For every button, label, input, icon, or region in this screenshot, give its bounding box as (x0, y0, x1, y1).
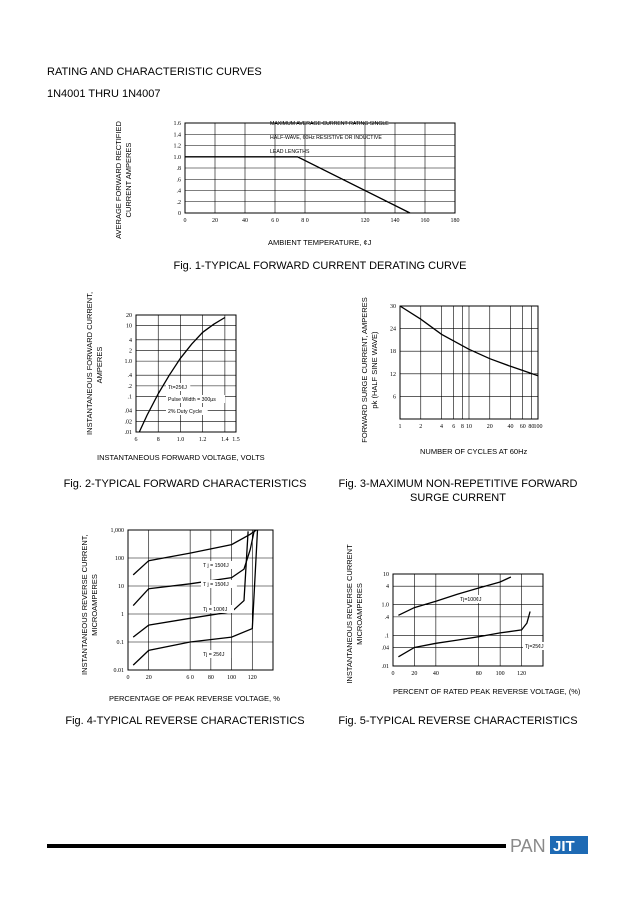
fig3-xtick-label: 2 (419, 424, 423, 430)
fig5-xtick-label: 40 (432, 671, 439, 677)
fig5-ytick-label: 4 (386, 584, 389, 591)
fig4-xtick-label: 6 0 (186, 675, 194, 681)
fig4-xtick-label: 100 (227, 675, 237, 681)
fig2-annotation: Pulse Width = 300µs (168, 397, 216, 403)
fig4-title: Fig. 4-TYPICAL REVERSE CHARACTERISTICS (65, 715, 305, 727)
fig5-xtick-label: 0 (391, 671, 395, 677)
fig1-ytick-label: .2 (176, 199, 181, 206)
fig3-xtick-label: 8 (460, 424, 464, 430)
fig4-annotation: Tj = 100¢J (203, 607, 228, 613)
fig2-ytick-label: .4 (127, 373, 132, 380)
fig1-title: Fig. 1-TYPICAL FORWARD CURRENT DERATING CURVE (173, 260, 467, 272)
fig5-annotation: Tj=25¢J (525, 644, 544, 650)
fig4-ytick-label: 1,000 (110, 528, 124, 534)
fig1-xtick-label: 20 (212, 218, 218, 224)
fig2-ylabel: INSTANTANEOUS FORWARD CURRENT, AMPERES (85, 291, 104, 435)
fig5-ytick-label: .4 (384, 614, 389, 621)
fig1-ytick-label: .4 (176, 188, 181, 195)
panjit-logo (510, 834, 590, 856)
fig4-series-3-line (133, 530, 257, 665)
fig1-xlabel: AMBIENT TEMPERATURE, ¢J (268, 238, 372, 247)
fig5-xtick-label: 120 (517, 671, 527, 677)
fig2-title: Fig. 2-TYPICAL FORWARD CHARACTERISTICS (63, 478, 307, 490)
fig3-xlabel: NUMBER OF CYCLES AT 60Hz (420, 447, 528, 456)
logo-pan: PAN (510, 836, 546, 856)
fig2-xtick-label: 1.4 (221, 437, 229, 443)
fig1-series-0-line (185, 157, 410, 213)
fig1-ytick-label: 1.0 (173, 154, 181, 161)
fig2-ytick-label: .2 (127, 383, 132, 390)
fig3-xtick-label: 10 (466, 424, 472, 430)
fig1-xtick-label: 6 0 (271, 218, 279, 224)
fig2-ytick-label: 10 (126, 323, 132, 330)
fig5-xtick-label: 100 (495, 671, 505, 677)
fig3-xtick-label: 80 (528, 424, 535, 430)
fig2-xtick-label: 6 (134, 437, 138, 443)
fig5-annotation: Tj=100¢J (460, 597, 482, 603)
fig1-annotation: LEAD LENGTHS (270, 149, 310, 155)
fig4-ylabel: INSTANTANEOUS REVERSE CURRENT, MICROAMPERES (80, 534, 99, 675)
fig5-ytick-label: .04 (381, 645, 389, 652)
fig4-ytick-label: 1 (121, 612, 124, 618)
fig1-ytick-label: .6 (176, 177, 181, 184)
fig3-xtick-label: 20 (486, 424, 493, 430)
fig4-xtick-label: 20 (145, 675, 152, 681)
fig4-ytick-label: 100 (115, 556, 124, 562)
fig1-xtick-label: 180 (450, 218, 460, 224)
fig2-ytick-label: 4 (129, 337, 132, 344)
logo-jit: JIT (553, 838, 575, 855)
fig3-xtick-label: 4 (440, 424, 444, 430)
fig3-title: Fig. 3-MAXIMUM NON-REPETITIVE FORWARD SURGE CURRENT (338, 478, 578, 504)
fig4-annotation: Tj = 25¢J (203, 652, 225, 658)
fig1-ytick-label: 0 (178, 211, 181, 217)
fig2-chart (108, 305, 248, 450)
fig1-ylabel: AVERAGE FORWARD RECTIFIED CURRENT AMPERES (114, 121, 133, 239)
fig2-xtick-label: 8 (156, 437, 160, 443)
fig3-ytick-label: 18 (390, 349, 396, 356)
page-title: RATING AND CHARACTERISTIC CURVES (47, 66, 262, 78)
fig4-annotation: T j = 150¢J (203, 563, 229, 569)
fig3-ytick-label: 6 (393, 394, 396, 401)
fig1-annotation: MAXIMUM AVERAGE CURRENT RATING SINGLE (270, 121, 389, 127)
fig5-xlabel: PERCENT OF RATED PEAK REVERSE VOLTAGE, (%) (393, 687, 581, 696)
fig4-ytick-label: 0.1 (116, 640, 124, 646)
fig2-annotation: 2% Duty Cycle (168, 409, 203, 415)
fig2-ytick-label: .04 (124, 408, 132, 415)
footer-rule (47, 844, 506, 848)
fig2-ytick-label: 1.0 (124, 359, 132, 366)
fig3-ytick-label: 12 (390, 371, 396, 378)
fig2-ytick-label: .1 (127, 394, 132, 401)
fig2-xtick-label: 1.5 (232, 437, 240, 443)
fig4-xtick-label: 80 (207, 675, 214, 681)
fig5-ytick-label: 1.0 (381, 602, 389, 609)
fig2-ytick-label: .01 (124, 430, 132, 436)
fig5-ytick-label: .01 (381, 664, 389, 670)
fig1-xtick-label: 120 (360, 218, 370, 224)
fig2-ytick-label: 2 (129, 348, 132, 355)
fig1-ytick-label: 1.6 (173, 121, 181, 127)
fig3-ylabel: FORWARD SURGE CURRENT, AMPERES pk (HALF SINE WAVE) (360, 297, 379, 443)
fig5-series-1-line (398, 612, 530, 657)
fig4-chart (100, 522, 285, 687)
fig4-annotation: T j = 150¢J (203, 582, 229, 588)
fig3-xtick-label: 40 (507, 424, 514, 430)
fig5-xtick-label: 80 (475, 671, 482, 677)
fig4-ytick-label: 0.01 (113, 668, 124, 674)
fig5-ytick-label: 10 (383, 572, 389, 578)
fig5-title: Fig. 5-TYPICAL REVERSE CHARACTERISTICS (338, 715, 578, 727)
fig2-xtick-label: 1.0 (176, 437, 185, 443)
fig3-chart (385, 298, 555, 433)
fig2-xlabel: INSTANTANEOUS FORWARD VOLTAGE, VOLTS (97, 453, 265, 462)
fig1-xtick-label: 40 (242, 218, 248, 224)
fig1-xtick-label: 160 (420, 218, 430, 224)
fig3-xtick-label: 1 (398, 424, 402, 430)
fig1-xtick-label: 0 (183, 218, 187, 224)
fig3-xtick-label: 60 (519, 424, 526, 430)
fig1-ytick-label: .8 (176, 166, 181, 172)
fig5-ylabel: INSTANTANEOUS REVERSE CURRENT MICROAMPERES (345, 544, 364, 684)
fig5-frame (393, 574, 543, 666)
fig5-series-0-line (398, 577, 511, 615)
fig2-annotation: Tt=25¢J (168, 385, 187, 391)
fig3-ytick-label: 30 (390, 304, 396, 310)
fig5-ytick-label: .1 (384, 633, 389, 640)
fig2-ytick-label: 20 (126, 313, 132, 319)
page-subtitle: 1N4001 THRU 1N4007 (47, 88, 161, 100)
fig4-xtick-label: 0 (126, 675, 130, 681)
fig1-ytick-label: 1.4 (173, 132, 181, 139)
fig1-xtick-label: 140 (390, 218, 400, 224)
fig2-ytick-label: .02 (124, 419, 132, 426)
fig1-chart (160, 115, 470, 235)
fig5-chart (365, 566, 560, 681)
fig2-xtick-label: 1.2 (198, 437, 207, 443)
fig1-ytick-label: 1.2 (173, 143, 181, 150)
fig1-xtick-label: 8 0 (301, 218, 309, 224)
fig3-xtick-label: 100 (533, 424, 543, 430)
fig4-series-0-line (133, 530, 256, 575)
fig4-xtick-label: 120 (247, 675, 257, 681)
fig4-xlabel: PERCENTAGE OF PEAK REVERSE VOLTAGE, % (109, 694, 280, 703)
fig3-xtick-label: 6 (452, 424, 456, 430)
fig3-ytick-label: 24 (390, 326, 396, 333)
fig4-ytick-label: 10 (118, 584, 124, 590)
fig5-xtick-label: 20 (411, 671, 418, 677)
fig1-annotation: HALF-WAVE, 60Hz RESISTIVE OR INDUCTIVE (270, 135, 382, 141)
